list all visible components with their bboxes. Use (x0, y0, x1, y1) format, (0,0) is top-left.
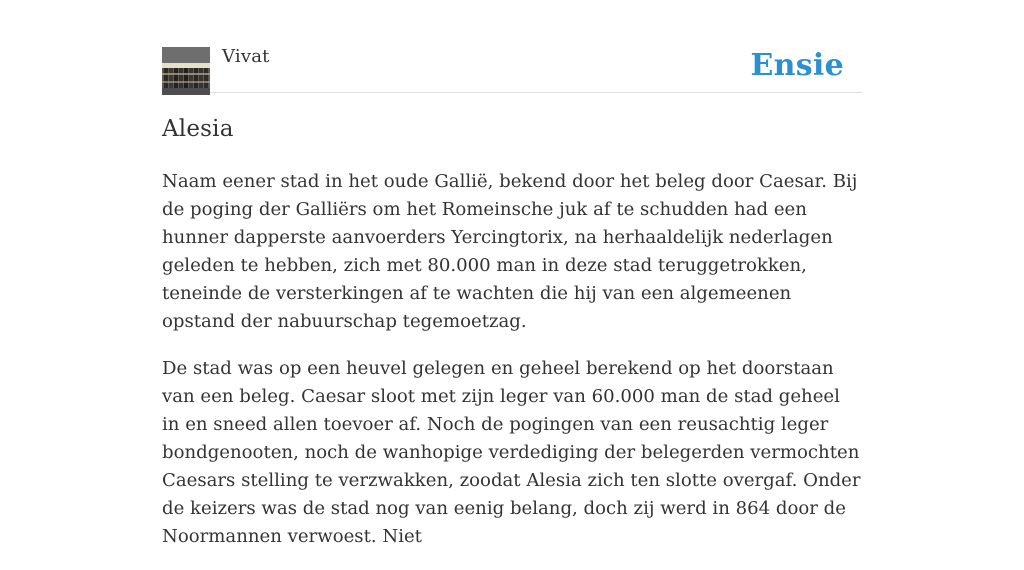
brand-logo[interactable]: Ensie (750, 48, 844, 83)
article-paragraph: De stad was op een heuvel gelegen en geheel berekend op het doorstaan van een beleg. Caesar sloot met zijn leger van 60.000 man de stad geheel in en sneed allen toevoer af. Noch de pogingen van een reusachtig leger bondgenooten, noch de wanhopige verdediging der belegerden vermochten Caesars stelling te verzwakken, zoodat Alesia zich ten slotte overgaf. Onder de keizers was de stad nog van eenig belang, doch zij werd in 864 door de Noormannen verwoest. Niet (162, 358, 861, 547)
article-body (162, 168, 862, 570)
books-avatar-icon (162, 47, 210, 95)
page-header (162, 0, 862, 93)
page-container (162, 0, 862, 547)
article-title: Alesia (162, 116, 234, 142)
author-name[interactable]: Vivat (222, 46, 270, 67)
article-paragraph: Naam eener stad in het oude Gallië, bekend door het beleg door Caesar. Bij de poging der Galliërs om het Romeinsche juk af te schudden had een hunner dapperste aanvoerders Yercingtorix, na herhaaldelijk nederlagen geleden te hebben, zich met 80.000 man in deze stad teruggetrokken, teneinde de versterkingen af te wachten die hij van een algemeenen opstand der nabuurschap tegemoetzag. (162, 171, 858, 332)
avatar[interactable] (162, 47, 210, 95)
